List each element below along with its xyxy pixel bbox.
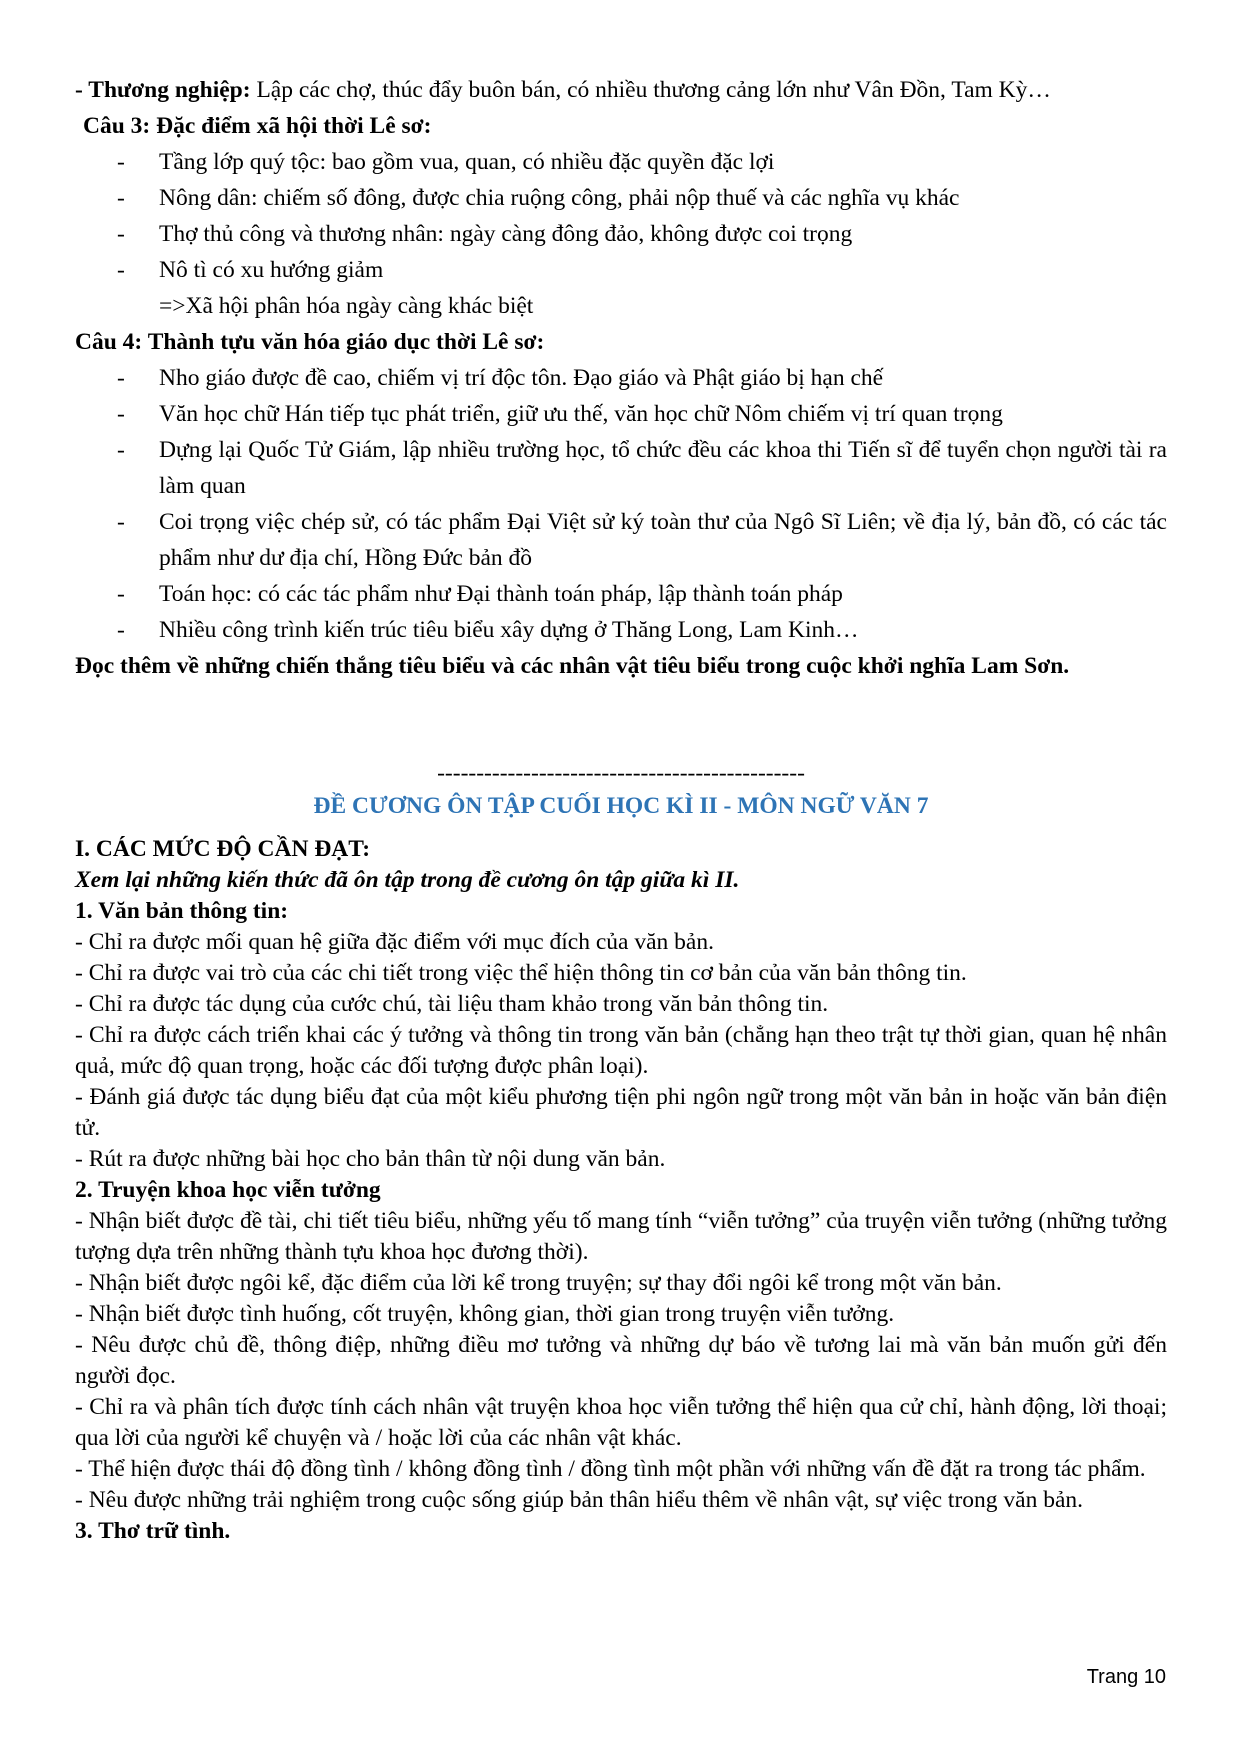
section-title: ĐỀ CƯƠNG ÔN TẬP CUỐI HỌC KÌ II - MÔN NGỮ VĂN 7 (313, 793, 929, 819)
section-separator: ----------------------------------------------- (437, 760, 805, 786)
list-item: - Nhận biết được ngôi kể, đặc điểm của lời kể trong truyện; sự thay đổi ngôi kể trong một văn bản. (75, 1270, 1002, 1296)
list-item: - Nho giáo được đề cao, chiếm vị trí độc tôn. Đạo giáo và Phật giáo bị hạn chế (117, 360, 1167, 396)
poetry-heading: 3. Thơ trữ tình. (75, 1518, 231, 1544)
commerce-text: Lập các chợ, thúc đẩy buôn bán, có nhiều thương cảng lớn như Vân Đồn, Tam Kỳ… (250, 77, 1051, 103)
list-item: - Thể hiện được thái độ đồng tình / không đồng tình / đồng tình một phần với những vấn đề đặt ra trong tác phẩm. (75, 1456, 1146, 1482)
list-item: - Nhận biết được tình huống, cốt truyện, không gian, thời gian trong truyện viễn tưởng. (75, 1301, 895, 1327)
page-number: Trang 10 (1086, 1666, 1166, 1688)
list-item: - Nêu được những trải nghiệm trong cuộc sống giúp bản thân hiểu thêm về nhân vật, sự việc trong văn bản. (75, 1487, 1084, 1513)
commerce-label: - Thương nghiệp: (75, 77, 251, 103)
q4-list (75, 360, 1167, 648)
list-item: - Tầng lớp quý tộc: bao gồm vua, quan, có nhiều đặc quyền đặc lợi (117, 144, 1167, 180)
literature-section (75, 834, 1167, 1547)
reading-note: Đọc thêm về những chiến thắng tiêu biểu và các nhân vật tiêu biểu trong cuộc khởi nghĩa Lam Sơn. (75, 653, 1070, 679)
heading-levels: I. CÁC MỨC ĐỘ CẦN ĐẠT: (75, 836, 371, 862)
list-item: - Chỉ ra được mối quan hệ giữa đặc điểm với mục đích của văn bản. (75, 929, 714, 955)
list-item: - Toán học: có các tác phẩm như Đại thành toán pháp, lập thành toán pháp (117, 576, 1167, 612)
list-item: - Văn học chữ Hán tiếp tục phát triển, giữ ưu thế, văn học chữ Nôm chiếm vị trí quan trọng (117, 396, 1167, 432)
list-item: - Chỉ ra và phân tích được tính cách nhân vật truyện khoa học viễn tưởng thể hiện qua cử chỉ, hành động, lời thoại; qua lời của người kể chuyện và / hoặc lời của các nhân vật khác. (75, 1394, 1167, 1451)
q3-conclusion: =>Xã hội phân hóa ngày càng khác biệt (159, 293, 534, 319)
q4-heading: Câu 4: Thành tựu văn hóa giáo dục thời Lê sơ: (75, 329, 545, 355)
list-item: - Nông dân: chiếm số đông, được chia ruộng công, phải nộp thuế và các nghĩa vụ khác (117, 180, 1167, 216)
list-item: - Nhận biết được đề tài, chi tiết tiêu biểu, những yếu tố mang tính “viễn tưởng” của truyện viễn tưởng (những tưởng tượng dựa trên những thành tựu khoa học đương thời). (75, 1208, 1167, 1265)
list-item: - Nhiều công trình kiến trúc tiêu biểu xây dựng ở Thăng Long, Lam Kinh… (117, 612, 1167, 648)
list-item: - Dựng lại Quốc Tử Giám, lập nhiều trường học, tổ chức đều các khoa thi Tiến sĩ để tuyển chọn người tài ra làm quan (117, 432, 1167, 504)
list-item: - Thợ thủ công và thương nhân: ngày càng đông đảo, không được coi trọng (117, 216, 1167, 252)
list-item: - Rút ra được những bài học cho bản thân từ nội dung văn bản. (75, 1146, 666, 1172)
list-item: - Đánh giá được tác dụng biểu đạt của một kiểu phương tiện phi ngôn ngữ trong một văn bản in hoặc văn bản điện tử. (75, 1084, 1167, 1141)
q3-heading: Câu 3: Đặc điểm xã hội thời Lê sơ: (83, 113, 432, 139)
list-item: - Chỉ ra được vai trò của các chi tiết trong việc thể hiện thông tin cơ bản của văn bản thông tin. (75, 960, 967, 986)
info-text-heading: 1. Văn bản thông tin: (75, 898, 289, 924)
review-note: Xem lại những kiến thức đã ôn tập trong đề cương ôn tập giữa kì II. (75, 867, 740, 893)
list-item: - Chỉ ra được cách triển khai các ý tưởng và thông tin trong văn bản (chẳng hạn theo trật tự thời gian, quan hệ nhân quả, mức độ quan trọng, hoặc các đối tượng được phân loại). (75, 1022, 1167, 1079)
scifi-heading: 2. Truyện khoa học viễn tưởng (75, 1177, 381, 1203)
list-item: - Nô tì có xu hướng giảm (117, 252, 1167, 288)
list-item: - Coi trọng việc chép sử, có tác phẩm Đại Việt sử ký toàn thư của Ngô Sĩ Liên; về địa lý, bản đồ, có các tác phẩm như dư địa chí, Hồng Đức bản đồ (117, 504, 1167, 576)
list-item: - Chỉ ra được tác dụng của cước chú, tài liệu tham khảo trong văn bản thông tin. (75, 991, 829, 1017)
q3-list (75, 144, 1167, 288)
list-item: - Nêu được chủ đề, thông điệp, những điều mơ tưởng và những dự báo về tương lai mà văn bản muốn gửi đến người đọc. (75, 1332, 1167, 1389)
commerce-paragraph (75, 72, 1167, 108)
history-section (75, 72, 1167, 684)
